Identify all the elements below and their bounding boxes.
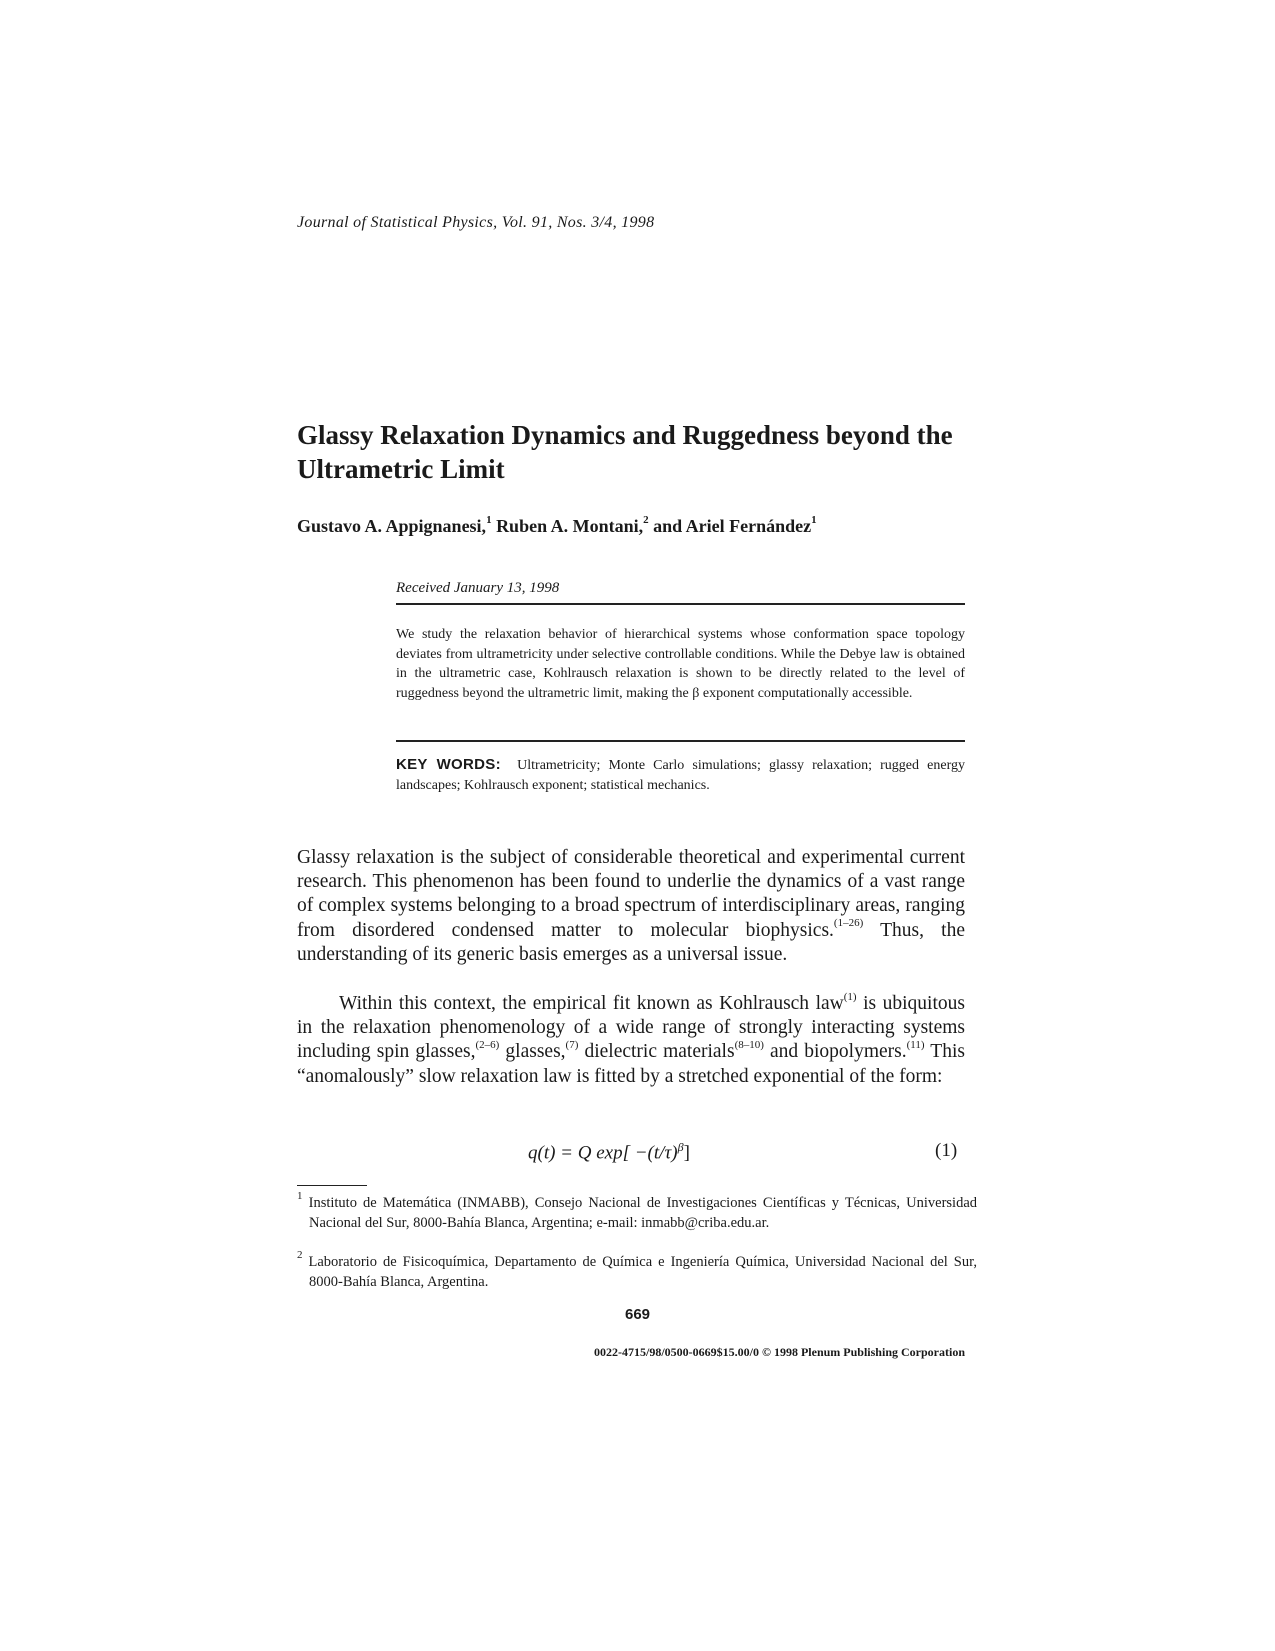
paragraph-text: Within this context, the empirical fit known as Kohlrausch law [339, 993, 844, 1014]
affiliation-mark: 2 [643, 514, 649, 526]
equation-exponent: β [677, 1140, 684, 1154]
footnote-text: Laboratorio de Fisicoquímica, Departamento de Química e Ingeniería Química, Universidad Nacional del Sur, 8000-Bahía Blanca, Argentina. [308, 1254, 977, 1290]
journal-header: Journal of Statistical Physics, Vol. 91, Nos. 3/4, 1998 [297, 214, 655, 231]
citation: (7) [565, 1038, 579, 1051]
paragraph-text: and biopolymers. [763, 1041, 907, 1063]
footnote-mark: 2 [297, 1249, 303, 1262]
paragraph-text: dielectric materials [578, 1041, 735, 1063]
footnote-text: Instituto de Matemática (INMABB), Consejo Nacional de Investigaciones Científicas y Técnicas, Universidad Nacional del Sur, 8000-Bahía Blanca, Argentina; e-mail: inmabb@criba.edu.ar. [308, 1195, 978, 1231]
body-paragraph-2 [297, 992, 965, 1089]
citation: (1) [843, 990, 857, 1003]
footnote-rule [297, 1185, 367, 1186]
paragraph-text: Thus, the understanding of its generic basis emerges as a universal issue. [297, 919, 965, 965]
body-paragraph-1 [297, 846, 965, 967]
paragraph-text: glasses, [499, 1041, 566, 1063]
paragraph-text: Glassy relaxation is the subject of considerable theoretical and experimental current research. This phenomenon has been found to underlie the dynamics of a vast range of complex systems belonging to a broad spectrum of interdisciplinary areas, ranging from disordered condensed matter to molecular biophysics. [297, 847, 965, 941]
citation: (1–26) [833, 917, 864, 930]
footnote-2 [297, 1249, 977, 1292]
citation: (8–10) [734, 1038, 764, 1051]
keywords-text: Ultrametricity; Monte Carlo simulations; glassy relaxation; rugged energy landscapes; Kohlrausch exponent; statistical mechanics. [396, 758, 966, 793]
author-name: Ruben A. Montani, [496, 516, 644, 536]
equation-body: q(t) = Q exp[ −(t/τ) [528, 1142, 678, 1164]
keywords [396, 755, 965, 795]
author-list [297, 516, 817, 537]
footnote-1 [297, 1190, 978, 1233]
author-name: and Ariel Fernández [653, 516, 812, 536]
paper-title: Glassy Relaxation Dynamics and Ruggedness beyond the Ultrametric Limit [297, 420, 953, 484]
abstract-top-rule [396, 603, 965, 605]
footnote-mark: 1 [297, 1190, 303, 1203]
abstract-bottom-rule [396, 740, 965, 742]
paragraph-text: is ubiquitous in the relaxation phenomenology of a wide range of strongly interacting systems including spin glasses, [297, 993, 965, 1063]
equation [528, 1140, 690, 1164]
abstract: We study the relaxation behavior of hierarchical systems whose conformation space topology deviates from ultrametricity under selective controllable conditions. While the Debye law is obtained in the ultrametric case, Kohlrausch relaxation is shown to be directly related to the level of ruggedness beyond the ultrametric limit, making the β exponent computationally accessible. [396, 627, 965, 701]
received-date: Received January 13, 1998 [396, 580, 560, 596]
affiliation-mark: 1 [811, 514, 817, 526]
equation-number: (1) [935, 1140, 958, 1161]
copyright-line: 0022-4715/98/0500-0669$15.00/0 © 1998 Plenum Publishing Corporation [594, 1345, 965, 1359]
paragraph-text: This “anomalously” slow relaxation law is fitted by a stretched exponential of the form: [297, 1041, 965, 1087]
page-number: 669 [624, 1306, 651, 1323]
author-name: Gustavo A. Appignanesi, [297, 516, 487, 536]
affiliation-mark: 1 [486, 514, 492, 526]
keywords-label: KEY WORDS: [396, 756, 501, 773]
citation: (2–6) [475, 1038, 500, 1051]
equation-bracket: ] [683, 1142, 690, 1164]
citation: (11) [906, 1038, 925, 1051]
